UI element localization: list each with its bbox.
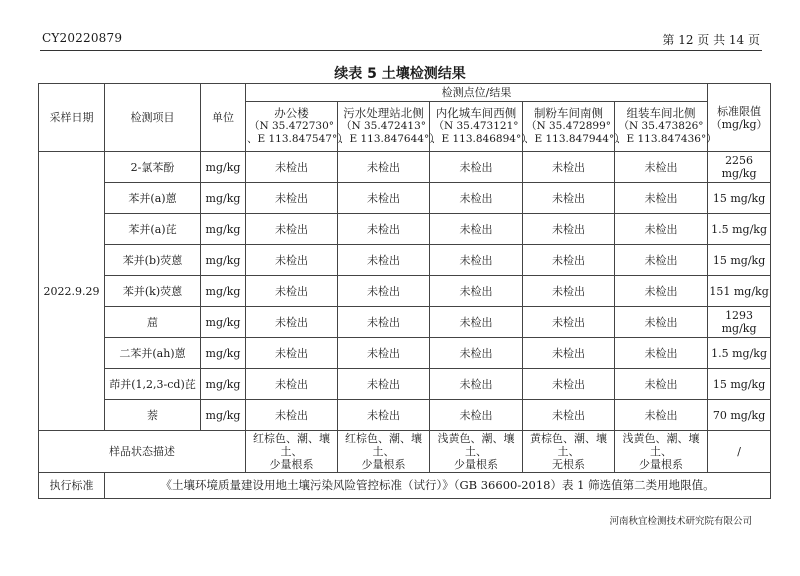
- item-cell: 苯并(a)芘: [105, 214, 201, 245]
- sample-state-line1: 红棕色、潮、壤土、: [345, 432, 422, 458]
- standard-row: [39, 473, 771, 499]
- result-cell: 未检出: [338, 214, 430, 245]
- result-cell: 未检出: [523, 307, 615, 338]
- site-coord-n: （N 35.472899°: [525, 120, 612, 132]
- header-row-1: [39, 84, 771, 102]
- result-cell: 未检出: [338, 338, 430, 369]
- result-cell: 未检出: [430, 245, 523, 276]
- limit-cell: 15 mg/kg: [708, 183, 771, 214]
- company-name: 河南秋宜检测技术研究院有限公司: [609, 516, 752, 527]
- result-cell: 未检出: [246, 307, 338, 338]
- result-cell: 未检出: [246, 245, 338, 276]
- result-cell: 未检出: [523, 214, 615, 245]
- site-header: [246, 102, 348, 152]
- result-cell: 未检出: [430, 400, 523, 431]
- site-coord-e: 、E 113.847436°）: [616, 133, 717, 145]
- table-row: [39, 400, 771, 431]
- result-cell: 未检出: [430, 183, 523, 214]
- result-cell: 未检出: [246, 276, 338, 307]
- result-cell: 未检出: [523, 338, 615, 369]
- item-cell: 2-氯苯酚: [105, 152, 201, 183]
- item-cell: 苯并(k)荧蒽: [105, 276, 201, 307]
- result-cell: 未检出: [430, 369, 523, 400]
- limit-cell: 151 mg/kg: [708, 276, 771, 307]
- site-coord-n: （N 35.472413°: [340, 120, 427, 132]
- sample-state-line1: 红棕色、潮、壤土、: [253, 432, 330, 458]
- sample-state-line1: 黄棕色、潮、壤土、: [530, 432, 607, 458]
- item-cell: 䓛: [105, 307, 201, 338]
- site-header: [430, 102, 532, 152]
- page-info: 第 12 页 共 14 页: [662, 33, 760, 47]
- standard-text: 《土壤环境质量建设用地土壤污染风险管控标准（试行）》（GB 36600-2018）表 1 筛选值第二类用地限值。: [105, 473, 771, 499]
- sample-state-line2: 少量根系: [639, 458, 684, 471]
- limit-cell: 70 mg/kg: [708, 400, 771, 431]
- result-cell: 未检出: [246, 152, 338, 183]
- unit-cell: mg/kg: [201, 338, 246, 369]
- result-cell: 未检出: [246, 369, 338, 400]
- result-cell: 未检出: [615, 183, 708, 214]
- result-cell: 未检出: [338, 183, 430, 214]
- result-cell: 未检出: [246, 338, 338, 369]
- result-cell: 未检出: [523, 276, 615, 307]
- result-cell: 未检出: [246, 183, 338, 214]
- limit-cell: 15 mg/kg: [708, 369, 771, 400]
- table-row: [39, 214, 771, 245]
- result-cell: 未检出: [615, 400, 708, 431]
- sample-state-cell: [338, 431, 430, 473]
- site-name: 办公楼: [274, 106, 309, 120]
- sample-state-line2: 少量根系: [269, 458, 314, 471]
- result-cell: 未检出: [430, 338, 523, 369]
- sample-state-line2: 少量根系: [454, 458, 498, 471]
- unit-cell: mg/kg: [201, 369, 246, 400]
- unit-cell: mg/kg: [201, 214, 246, 245]
- unit-cell: mg/kg: [201, 152, 246, 183]
- item-cell: 二苯并(ah)蒽: [105, 338, 201, 369]
- limit-cell: 2256 mg/kg: [708, 152, 771, 183]
- result-cell: 未检出: [615, 338, 708, 369]
- soil-results-table: [38, 83, 771, 499]
- result-cell: 未检出: [523, 245, 615, 276]
- sample-date-cell: 2022.9.29: [39, 152, 105, 431]
- site-header: [615, 102, 717, 152]
- report-number: CY20220879: [42, 31, 123, 45]
- col-header-item: 检测项目: [105, 84, 201, 152]
- table-row: [39, 152, 771, 183]
- site-name: 污水处理站北侧: [343, 106, 424, 120]
- sample-state-cell: [523, 431, 615, 473]
- result-cell: 未检出: [523, 369, 615, 400]
- sample-state-label: 样品状态描述: [39, 431, 246, 473]
- limit-cell: 1.5 mg/kg: [708, 338, 771, 369]
- unit-cell: mg/kg: [201, 183, 246, 214]
- site-coord-e: 、E 113.847944°）: [524, 133, 625, 145]
- col-header-unit: 单位: [201, 84, 246, 152]
- unit-cell: mg/kg: [201, 307, 246, 338]
- site-coord-e: 、E 113.846894°）: [431, 133, 532, 145]
- site-coord-n: （N 35.472730°: [248, 120, 335, 132]
- result-cell: 未检出: [615, 307, 708, 338]
- site-name: 制粉车间南侧: [534, 106, 603, 120]
- site-name: 组装车间北侧: [626, 106, 696, 120]
- sample-state-cell: [615, 431, 708, 473]
- col-header-limit: 标准限值（mg/kg）: [708, 84, 771, 152]
- site-name: 内化城车间西侧: [435, 106, 517, 120]
- item-cell: 苯并(a)蒽: [105, 183, 201, 214]
- result-cell: 未检出: [430, 152, 523, 183]
- sample-state-limit: /: [708, 431, 771, 473]
- header-divider: [40, 50, 762, 51]
- item-cell: 萘: [105, 400, 201, 431]
- site-coord-n: （N 35.473826°: [618, 120, 704, 132]
- table-title: 续表 5 土壤检测结果: [334, 66, 466, 82]
- result-cell: 未检出: [338, 276, 430, 307]
- result-cell: 未检出: [615, 369, 708, 400]
- result-cell: 未检出: [338, 245, 430, 276]
- sample-state-cell: [246, 431, 338, 473]
- result-cell: 未检出: [615, 245, 708, 276]
- table-row: [39, 276, 771, 307]
- table-row: [39, 369, 771, 400]
- site-header: [523, 102, 625, 152]
- result-cell: 未检出: [523, 183, 615, 214]
- sample-state-line2: 少量根系: [361, 458, 406, 471]
- limit-cell: 15 mg/kg: [708, 245, 771, 276]
- result-cell: 未检出: [246, 400, 338, 431]
- result-cell: 未检出: [615, 214, 708, 245]
- sample-state-cell: [430, 431, 523, 473]
- sample-state-line1: 浅黄色、潮、壤土、: [437, 432, 515, 458]
- table-row: [39, 245, 771, 276]
- item-cell: 茚并(1,2,3-cd)芘: [105, 369, 201, 400]
- standard-label: 执行标准: [39, 473, 105, 499]
- sample-state-line2: 无根系: [552, 458, 585, 471]
- result-cell: 未检出: [430, 307, 523, 338]
- result-cell: 未检出: [338, 307, 430, 338]
- result-cell: 未检出: [430, 276, 523, 307]
- item-cell: 苯并(b)荧蒽: [105, 245, 201, 276]
- result-cell: 未检出: [338, 152, 430, 183]
- result-cell: 未检出: [615, 152, 708, 183]
- sample-state-line1: 浅黄色、潮、壤土、: [622, 432, 700, 458]
- col-header-sample-date: 采样日期: [39, 84, 105, 152]
- result-cell: 未检出: [338, 400, 430, 431]
- result-cell: 未检出: [430, 214, 523, 245]
- limit-cell: 1.5 mg/kg: [708, 214, 771, 245]
- site-coord-e: 、E 113.847547°）: [247, 133, 348, 145]
- site-coord-n: （N 35.473121°: [433, 120, 519, 132]
- col-header-points: 检测点位/结果: [246, 84, 708, 102]
- result-cell: 未检出: [246, 214, 338, 245]
- limit-cell: 1293 mg/kg: [708, 307, 771, 338]
- result-cell: 未检出: [523, 152, 615, 183]
- unit-cell: mg/kg: [201, 245, 246, 276]
- table-row: [39, 338, 771, 369]
- result-cell: 未检出: [615, 276, 708, 307]
- table-row: [39, 183, 771, 214]
- site-header: [338, 102, 440, 152]
- unit-cell: mg/kg: [201, 400, 246, 431]
- result-cell: 未检出: [523, 400, 615, 431]
- table-row: [39, 307, 771, 338]
- sample-state-row: [39, 431, 771, 473]
- site-coord-e: 、E 113.847644°）: [339, 133, 440, 145]
- unit-cell: mg/kg: [201, 276, 246, 307]
- result-cell: 未检出: [338, 369, 430, 400]
